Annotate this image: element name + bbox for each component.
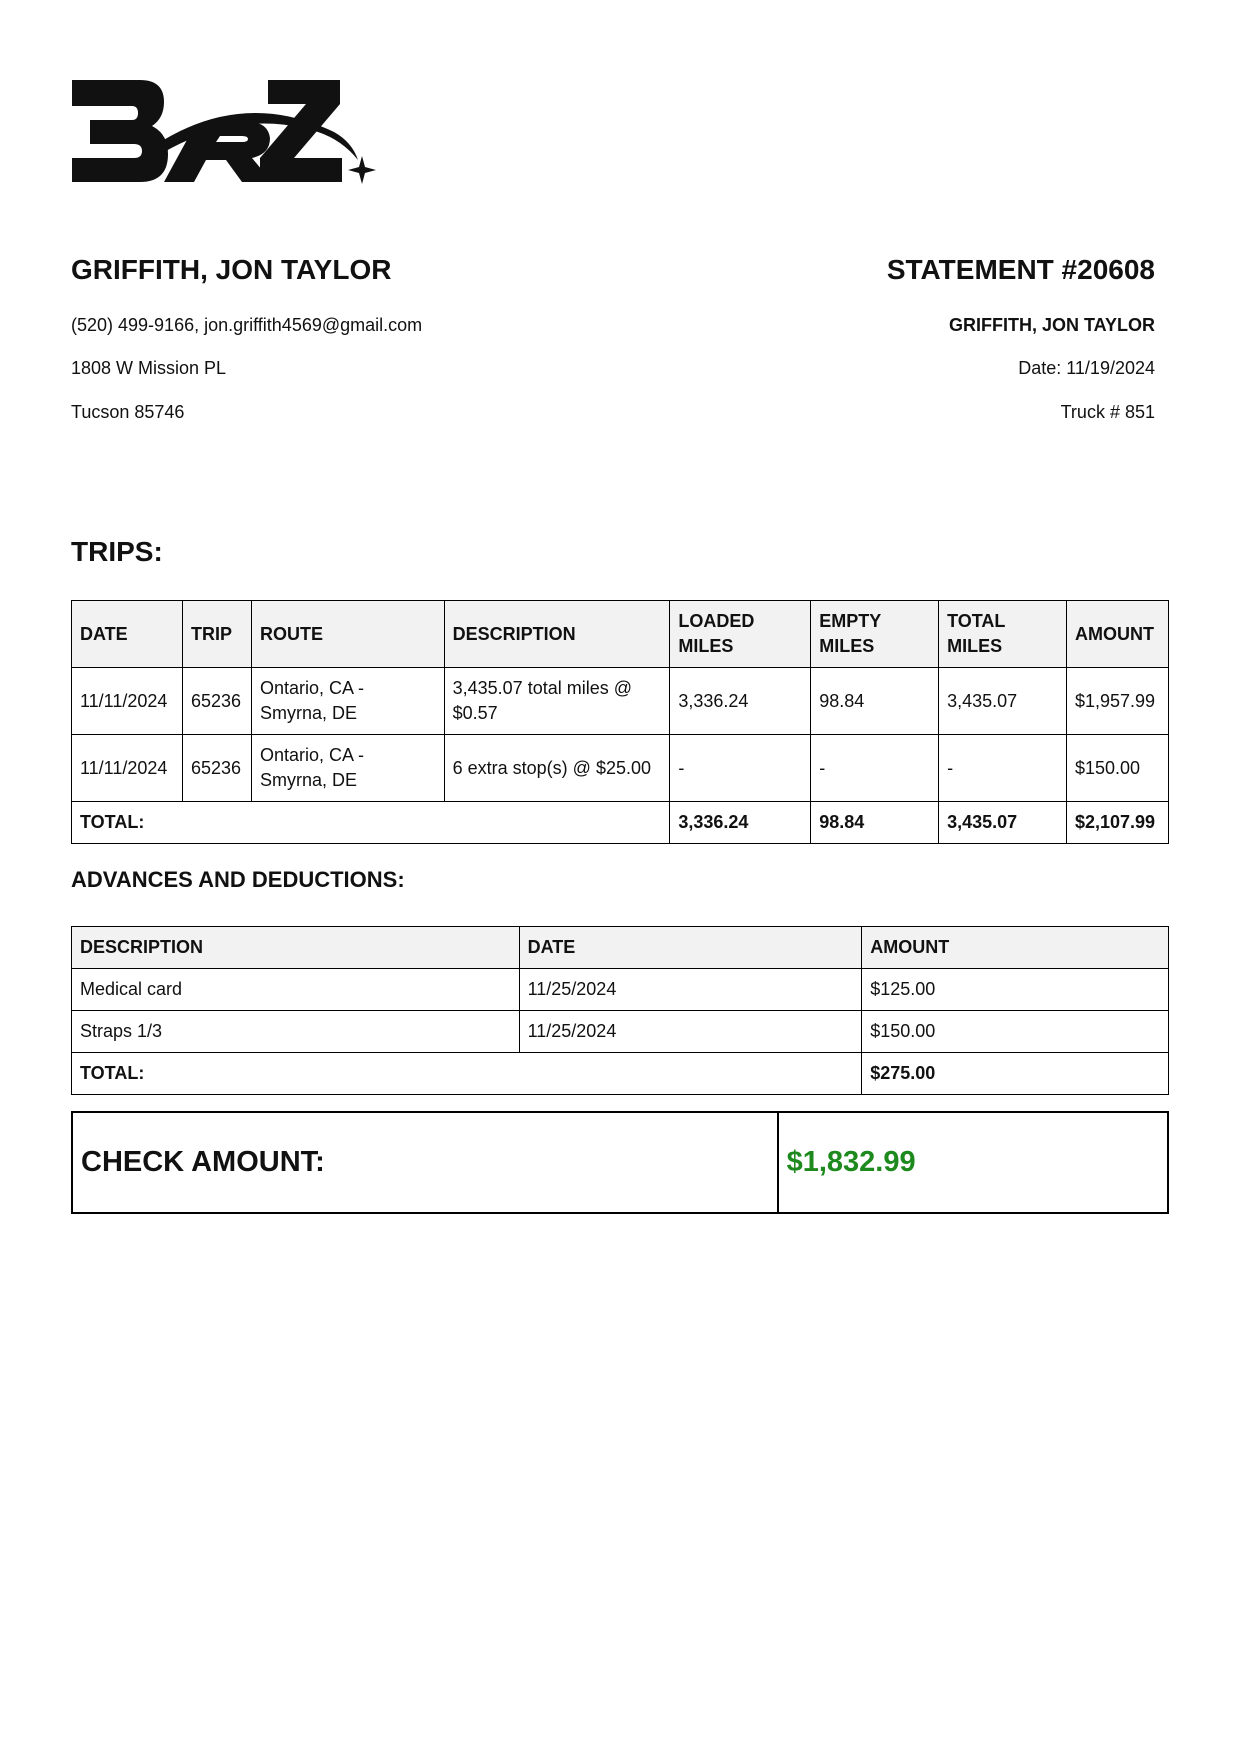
trips-total-amount: $2,107.99	[1066, 802, 1168, 844]
cell-trip: 65236	[182, 668, 251, 735]
driver-info	[71, 252, 631, 423]
trips-total-miles: 3,435.07	[939, 802, 1067, 844]
cell-amount: $150.00	[862, 1011, 1169, 1053]
cell-amount: $150.00	[1066, 735, 1168, 802]
trips-header-row	[72, 601, 1169, 668]
check-amount-value: $1,832.99	[778, 1112, 1168, 1213]
cell-empty: -	[811, 735, 939, 802]
col-description: DESCRIPTION	[72, 927, 520, 969]
trips-total-empty: 98.84	[811, 802, 939, 844]
trips-title: TRIPS:	[71, 536, 163, 567]
advances-total-label: TOTAL:	[72, 1053, 862, 1095]
cell-amount: $125.00	[862, 969, 1169, 1011]
driver-city: Tucson 85746	[71, 402, 185, 422]
col-date: DATE	[519, 927, 862, 969]
driver-address: 1808 W Mission PL	[71, 358, 227, 378]
table-row	[72, 1011, 1169, 1053]
driver-contact: (520) 499-9166, jon.griffith4569@gmail.com	[71, 315, 423, 335]
truck-number: Truck # 851	[1060, 402, 1155, 422]
check-amount-label: CHECK AMOUNT:	[72, 1112, 778, 1213]
statement-date: Date: 11/19/2024	[1018, 358, 1155, 378]
cell-date: 11/11/2024	[72, 668, 183, 735]
cell-description: 3,435.07 total miles @ $0.57	[444, 668, 670, 735]
col-route: ROUTE	[251, 601, 444, 668]
trips-table	[71, 600, 1169, 844]
cell-loaded: 3,336.24	[670, 668, 811, 735]
col-amount: AMOUNT	[1066, 601, 1168, 668]
table-row	[72, 969, 1169, 1011]
advances-header-row	[72, 927, 1169, 969]
cell-amount: $1,957.99	[1066, 668, 1168, 735]
cell-empty: 98.84	[811, 668, 939, 735]
col-trip: TRIP	[182, 601, 251, 668]
cell-route: Ontario, CA - Smyrna, DE	[251, 668, 444, 735]
cell-date: 11/11/2024	[72, 735, 183, 802]
advances-table	[71, 926, 1169, 1095]
advances-total-row	[72, 1053, 1169, 1095]
driver-name: GRIFFITH, JON TAYLOR	[71, 254, 392, 285]
trips-total-label: TOTAL:	[72, 802, 670, 844]
cell-loaded: -	[670, 735, 811, 802]
col-empty-miles: EMPTY MILES	[811, 601, 939, 668]
col-date: DATE	[72, 601, 183, 668]
cell-date: 11/25/2024	[519, 1011, 862, 1053]
cell-total: -	[939, 735, 1067, 802]
col-loaded-miles: LOADED MILES	[670, 601, 811, 668]
table-row	[72, 735, 1169, 802]
cell-description: 6 extra stop(s) @ $25.00	[444, 735, 670, 802]
cell-description: Straps 1/3	[72, 1011, 520, 1053]
cell-total: 3,435.07	[939, 668, 1067, 735]
advances-total-amount: $275.00	[862, 1053, 1169, 1095]
col-amount: AMOUNT	[862, 927, 1169, 969]
statement-number: STATEMENT #20608	[886, 254, 1155, 285]
col-total-miles: TOTAL MILES	[939, 601, 1067, 668]
cell-date: 11/25/2024	[519, 969, 862, 1011]
cell-route: Ontario, CA - Smyrna, DE	[251, 735, 444, 802]
col-description: DESCRIPTION	[444, 601, 670, 668]
cell-trip: 65236	[182, 735, 251, 802]
table-row	[72, 668, 1169, 735]
advances-title: ADVANCES AND DEDUCTIONS:	[71, 867, 405, 892]
cell-description: Medical card	[72, 969, 520, 1011]
trips-total-row	[72, 802, 1169, 844]
statement-info	[595, 252, 1155, 423]
check-amount-box	[71, 1111, 1169, 1214]
trips-total-loaded: 3,336.24	[670, 802, 811, 844]
statement-driver-name: GRIFFITH, JON TAYLOR	[948, 315, 1155, 335]
brz-logo-icon	[72, 80, 382, 190]
